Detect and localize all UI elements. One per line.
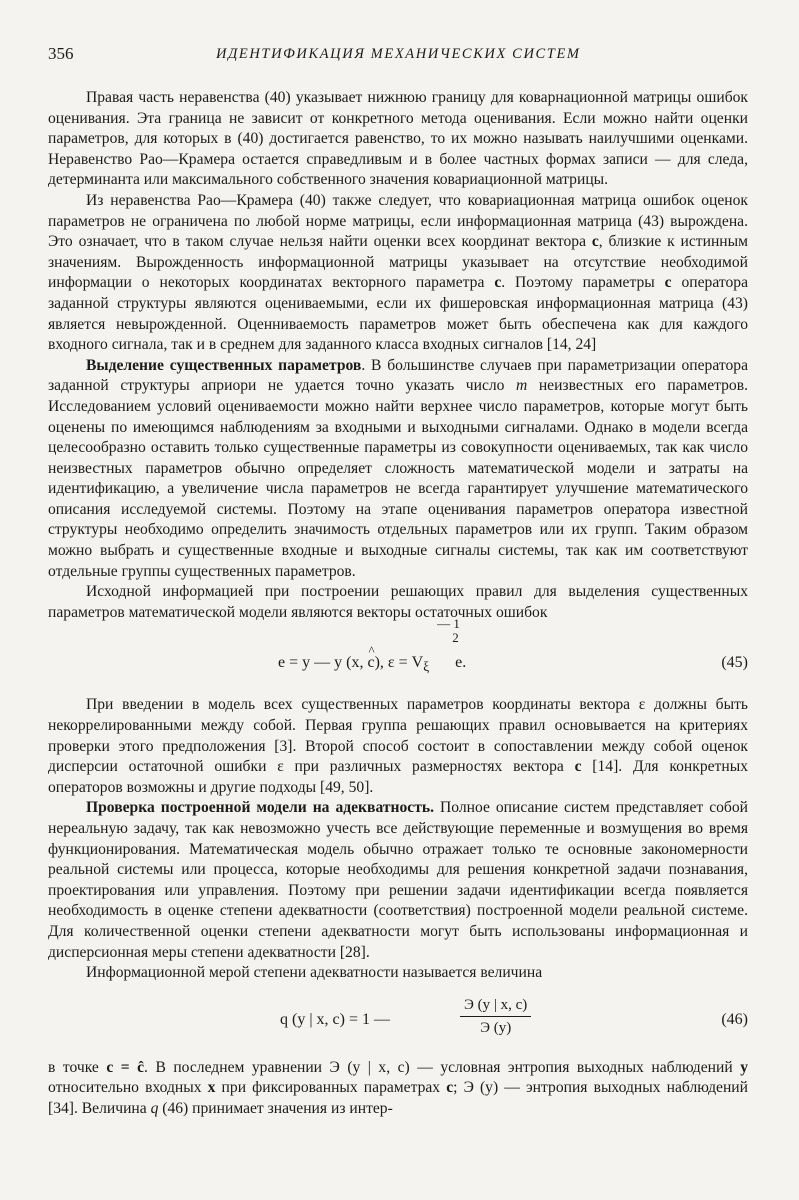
paragraph: Из неравенства Рао—Крамера (40) также следует, что ковариационная матрица ошибок оценок параметров не ограничена по любой норме матрицы, если информационная матрица (43) вырождена. Это означает, что в таком случае нельзя найти оценки всех координат вектора c, близкие к истинным значениям. Вырожденность информационной матрицы указывает на отсутствие необходимой информации о некоторых координатах векторного параметра c. Поэтому параметры c оператора заданной структуры являются оцениваемыми, если их фишеровская информационная матрица (43) является невырожденной. Оценниваемость параметров может быть обеспечена как для каждого входного сигнала, так и в среднем для заданного класса входных сигналов [14, 24] — [48, 191, 748, 354]
page-number: 356 — [48, 44, 74, 63]
paragraph: Исходной информацией при построении решающих правил для выделения существенных параметров математической модели являются векторы остаточных ошибок — [48, 583, 748, 621]
paragraph: в точке c = ĉ. В последнем уравнении Э (y | x, c) — условная энтропия выходных наблюдений y относительно входных x при фиксированных параметрах c; Э (y) — энтропия выходных наблюдений [34]. Величина q (46) принимает значения из интер- — [48, 1058, 748, 1117]
paragraph: При введении в модель всех существенных параметров координаты вектора ε должны быть некоррелированными между собой. Первая группа решающих правил основывается на критериях проверки этого предположения [3]. Второй способ состоит в сопоставлении между собой оценок дисперсии остаточной ошибки ε при различных размерностях вектора c [14]. Для конкретных операторов возможны и другие подходы [49, 50]. — [48, 696, 748, 796]
section-heading: Выделение существенных параметров — [86, 356, 362, 374]
paragraph: Информационной мерой степени адекватности называется величина — [86, 964, 543, 982]
equation-number: (45) — [721, 654, 748, 672]
paragraph: Правая часть неравенства (40) указывает нижнюю границу для коварнационной матрицы ошибок оценивания. Эта граница не зависит от конкретного метода оценивания. Если можно найти оценки параметров, для которых в (40) достигается равенство, то их можно называть наилучшими оценками. Неравенство Рао—Крамера остается справедливым и в более частных формах записи — для следа, детерминанта или максимального собственного значения ковариационной матрицы. — [48, 89, 748, 189]
equation-45: e = y — y (x, ^ c), $\varepsilon = V_\xi$ — 1 2 e. (45) — [48, 627, 748, 689]
page-header — [48, 40, 748, 70]
paragraph: Проверка построенной модели на адекватность. Полное описание систем представляет собой нереальную задачу, так как невозможно учесть все действующие переменные и возмущения во время функционирования. Математическая модель обычно отражает только те основные закономерности реальной системы или процесса, которые необходимы для решения конкретной задачи познавания, проектирования или управления. Поэтому при решении задачи идентификации всегда появляется необходимость в оценке степени адекватности (соответствия) построенной модели реальной системе. Для количественной оценки степени адекватности могут быть использованы информационная и дисперсионная меры степени адекватности [28]. — [48, 799, 748, 961]
book-page — [48, 40, 748, 1120]
equation-46: q (y | x, c) = 1 — Э (y | x, c) Э (y) (46) — [48, 992, 748, 1048]
running-title: ИДЕНТИФИКАЦИЯ МЕХАНИЧЕСКИХ СИСТЕМ — [216, 46, 581, 62]
body-text — [48, 88, 748, 1120]
section-heading: Проверка построенной модели на адекватность. — [86, 799, 435, 817]
equation-number: (46) — [721, 1010, 748, 1028]
paragraph: Выделение существенных параметров. В большинстве случаев при параметризации оператора заданной структуры априори не удается точно указать число m неизвестных его параметров. Исследованием условий оцениваемости можно найти верхнее число параметров, которые могут быть оценены по имеющимся наблюдениям за входными и выходными сигналами. Однако в модели всегда целесообразно оставить только существенные параметры из совокупности оцениваемых, так как число неизвестных параметров обычно определяет сложность математической модели и затраты на идентификацию, а увеличение числа параметров не всегда гарантирует улучшение математического описания исследуемой системы. Поэтому на этапе оценивания параметров оператора известной структуры необходимо определить значимость отдельных параметров или их групп. Таким образом можно выбрать и существенные входные и выходные сигналы системы, так как им соответствуют отдельные группы существенных параметров. — [48, 356, 748, 580]
fraction: Э (y | x, c) Э (y) — [460, 995, 531, 1039]
